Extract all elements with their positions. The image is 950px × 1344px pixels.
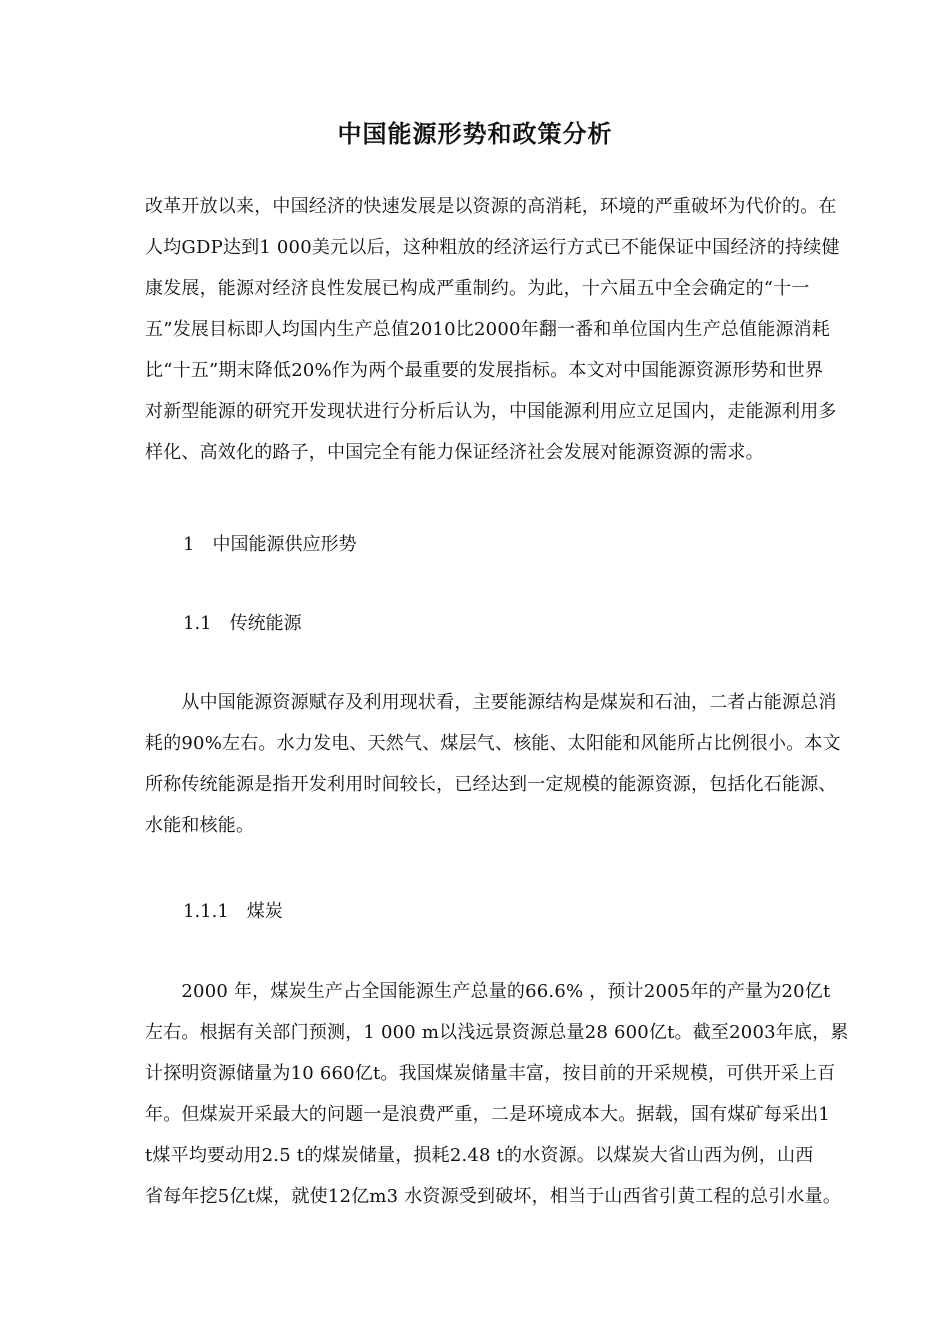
paragraph-line: 水能和核能。 bbox=[145, 815, 255, 836]
paragraph-line: 耗的90%左右。水力发电、天然气、煤层气、核能、太阳能和风能所占比例很小。本文 bbox=[145, 733, 841, 754]
paragraph-line: 所称传统能源是指开发利用时间较长，已经达到一定规模的能源资源，包括化石能源、 bbox=[145, 774, 837, 795]
section-heading-1: 1 中国能源供应形势 bbox=[183, 534, 357, 555]
paragraph-line: 省每年挖5亿t煤，就使12亿m3 水资源受到破坏，相当于山西省引黄工程的总引水量。 bbox=[145, 1186, 842, 1207]
abstract-line: 对新型能源的研究开发现状进行分析后认为，中国能源利用应立足国内，走能源利用多 bbox=[145, 401, 837, 422]
abstract-line: 五”发展目标即人均国内生产总值2010比2000年翻一番和单位国内生产总值能源消耗 bbox=[145, 319, 831, 340]
abstract-line: 比“十五”期末降低20%作为两个最重要的发展指标。本文对中国能源资源形势和世界 bbox=[145, 360, 824, 381]
section-heading-1-1: 1.1 传统能源 bbox=[183, 613, 302, 634]
document-title: 中国能源形势和政策分析 bbox=[337, 119, 613, 148]
abstract-line: 康发展，能源对经济良性发展已构成严重制约。为此，十六届五中全会确定的“十一 bbox=[145, 278, 810, 299]
paragraph-line: 从中国能源资源赋存及利用现状看，主要能源结构是煤炭和石油，二者占能源总消 bbox=[145, 692, 837, 713]
abstract-line: 样化、高效化的路子，中国完全有能力保证经济社会发展对能源资源的需求。 bbox=[145, 442, 764, 463]
abstract-line: 改革开放以来，中国经济的快速发展是以资源的高消耗，环境的严重破坏为代价的。在 bbox=[145, 196, 837, 217]
paragraph-line: 2000 年，煤炭生产占全国能源生产总量的66.6% ，预计2005年的产量为20亿t bbox=[145, 981, 831, 1002]
abstract-line: 人均GDP达到1 000美元以后，这种粗放的经济运行方式已不能保证中国经济的持续健 bbox=[145, 237, 840, 258]
paragraph-line: t煤平均要动用2.5 t的煤炭储量，损耗2.48 t的水资源。以煤炭大省山西为例，山西 bbox=[145, 1145, 814, 1166]
section-heading-1-1-1: 1.1.1 煤炭 bbox=[183, 901, 283, 922]
paragraph-line: 年。但煤炭开采最大的问题一是浪费严重，二是环境成本大。据载，国有煤矿每采出1 bbox=[145, 1104, 831, 1125]
paragraph-line: 左右。根据有关部门预测，1 000 m以浅远景资源总量28 600亿t。截至2003年底，累 bbox=[145, 1022, 849, 1043]
paragraph-line: 计探明资源储量为10 660亿t。我国煤炭储量丰富，按目前的开采规模，可供开采上百 bbox=[145, 1063, 836, 1084]
